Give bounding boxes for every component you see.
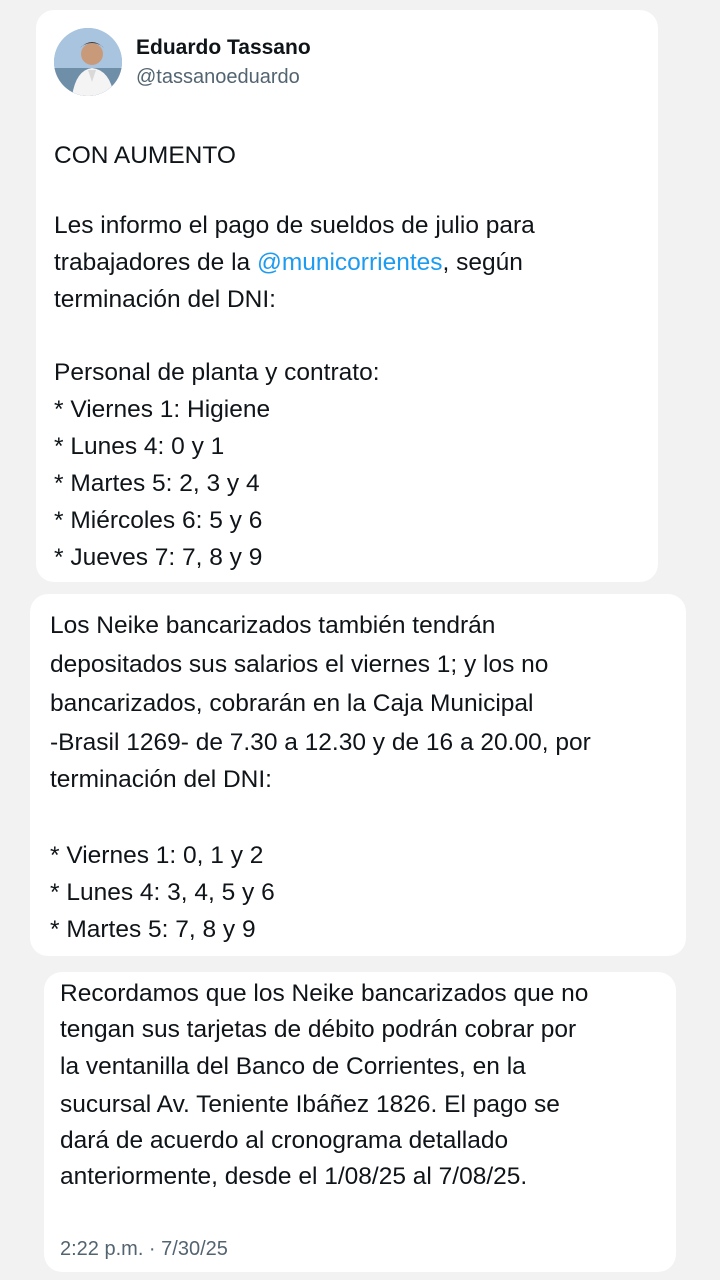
list-item: * Martes 5: 2, 3 y 4 xyxy=(54,470,260,497)
mention-link[interactable]: @municorrientes xyxy=(256,249,443,276)
avatar[interactable] xyxy=(54,28,122,96)
tweet-text-line: bancarizados, cobrarán en la Caja Municipal xyxy=(50,690,534,717)
profile-photo-icon xyxy=(54,28,122,96)
tweet-timestamp[interactable]: 2:22 p.m. · 7/30/25 xyxy=(60,1238,228,1260)
tweet-text-line: Los Neike bancarizados también tendrán xyxy=(50,612,496,639)
tweet-text-line: la ventanilla del Banco de Corrientes, en la xyxy=(60,1053,526,1080)
list-item: * Martes 5: 7, 8 y 9 xyxy=(50,916,256,943)
tweet-card-header xyxy=(36,10,658,582)
tweet-text-line: dará de acuerdo al cronograma detallado xyxy=(60,1127,509,1154)
tweet-text-line xyxy=(54,245,523,282)
tweet-text-fragment: trabajadores de la xyxy=(54,249,257,276)
tweet-card-reminder xyxy=(44,972,676,1272)
list-item: * Miércoles 6: 5 y 6 xyxy=(54,507,263,534)
list-item: * Lunes 4: 0 y 1 xyxy=(54,433,225,460)
tweet-text-line: Recordamos que los Neike bancarizados que no xyxy=(60,980,589,1007)
list-item: * Viernes 1: Higiene xyxy=(54,396,271,423)
tweet-text-line: depositados sus salarios el viernes 1; y los no xyxy=(50,651,549,678)
tweet-text-line: anteriormente, desde el 1/08/25 al 7/08/25. xyxy=(60,1163,528,1190)
list-title: Personal de planta y contrato: xyxy=(54,359,380,386)
tweet-text-line: -Brasil 1269- de 7.30 a 12.30 y de 16 a 20.00, por xyxy=(50,729,591,756)
list-item: * Jueves 7: 7, 8 y 9 xyxy=(54,544,263,571)
tweet-card-neike xyxy=(30,594,686,956)
tweet-heading: CON AUMENTO xyxy=(54,142,236,169)
tweet-text-line: terminación del DNI: xyxy=(54,286,276,313)
tweet-text-fragment: , según xyxy=(442,249,523,276)
tweet-text-line: tengan sus tarjetas de débito podrán cobrar por xyxy=(60,1016,577,1043)
author-name[interactable]: Eduardo Tassano xyxy=(136,36,311,59)
list-item: * Viernes 1: 0, 1 y 2 xyxy=(50,842,264,869)
list-item: * Lunes 4: 3, 4, 5 y 6 xyxy=(50,879,275,906)
tweet-text-line: sucursal Av. Teniente Ibáñez 1826. El pago se xyxy=(60,1091,560,1118)
tweet-text-line: terminación del DNI: xyxy=(50,766,272,793)
tweet-text-line: Les informo el pago de sueldos de julio para xyxy=(54,212,535,239)
author-handle[interactable]: @tassanoeduardo xyxy=(136,66,300,88)
